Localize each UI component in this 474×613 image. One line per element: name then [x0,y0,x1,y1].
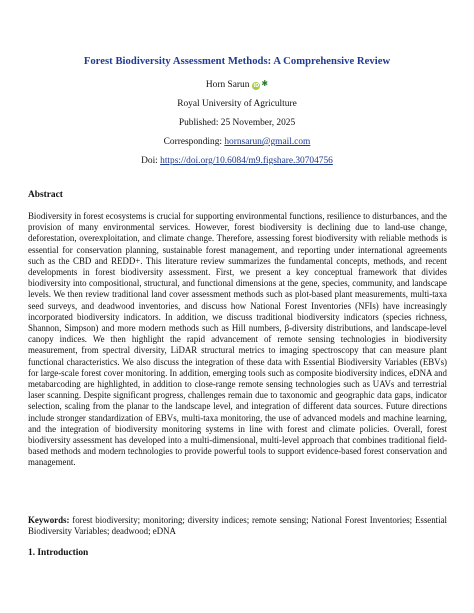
corresponding-email-link[interactable]: hornsarun@gmail.com [224,137,311,147]
orcid-icon[interactable]: iD [253,83,260,89]
corresponding-line [0,137,474,147]
keywords-text: forest biodiversity; monitoring; diversity indices; remote sensing; National Forest Inventories; Essential Biodiversity Variables; deadwood; eDNA [28,515,447,537]
affiliation: Royal University of Agriculture [177,99,297,109]
abstract-heading: Abstract [28,190,63,200]
abstract-text: Biodiversity in forest ecosystems is crucial for supporting environmental functions, resilience to disturbances, and the provision of many environmental services. However, forest biodiversity is declining due to land-use change, deforestation, overexploitation, and climate change. Therefore, assessing forest biodiversity with reliable methods is essential for conservation planning, sustainable forest management, and reporting under international agreements such as the CBD and REDD+. This literature review summarizes the fundamental concepts, methods, and recent developments in forest biodiversity assessment. First, we present a key conceptual framework that divides biodiversity into compositional, structural, and functional dimensions at the gene, species, community, and landscape levels. We then review traditional land cover assessment methods such as plot-based plant measurements, multi-taxa seed surveys, and deadwood inventories, and discuss how National Forest Inventories (NFIs) have increasingly incorporated biodiversity indicators. In addition, we discuss traditional biodiversity indicators (species richness, Shannon, Simpson) and more modern methods such as Hill numbers, β-diversity distributions, and landscape-level canopy indices. We then highlight the rapid advancement of remote sensing technologies in biodiversity measurement, from spectral diversity, LiDAR structural metrics to imaging spectroscopy that can measure plant functional characteristics. We also discuss the integration of these data with Essential Biodiversity Variables (EBVs) for large-scale forest cover monitoring. In addition, emerging tools such as composite biodiversity indices, eDNA and metabarcoding are highlighted, in addition to close-range remote sensing technologies such as UAVs and terrestrial laser scanning. Despite significant progress, challenges remain due to taxonomic and geographic data gaps, indicator selection, scaling from the planar to the landscape level, and integration of different data sources. Future directions include stronger standardization of EBVs, multi-taxa monitoring, the use of advanced models and machine learning, and the integration of biodiversity monitoring systems in line with forest and climate policies. Overall, forest biodiversity assessment has developed into a multi-dimensional, multi-level approach that combines traditional field-based methods and modern technologies to provide powerful tools to support evidence-based forest conservation and management. [28,211,447,468]
corresponding-label: Corresponding: [163,137,225,147]
keywords [28,515,447,537]
paper-title: Forest Biodiversity Assessment Methods: A Comprehensive Review [83,56,391,67]
doi-label: Doi: [141,156,161,166]
author-name: Horn Sarun [205,80,250,90]
introduction-heading: 1. Introduction [28,548,89,558]
published-date: Published: 25 November, 2025 [178,118,296,128]
keywords-label: Keywords: [28,515,70,525]
doi-link[interactable]: https://doi.org/10.6084/m9.figshare.30704756 [160,156,333,166]
doi-line [0,156,474,166]
corresponding-mark-icon: ✱ [261,79,269,88]
author-line [0,79,474,90]
